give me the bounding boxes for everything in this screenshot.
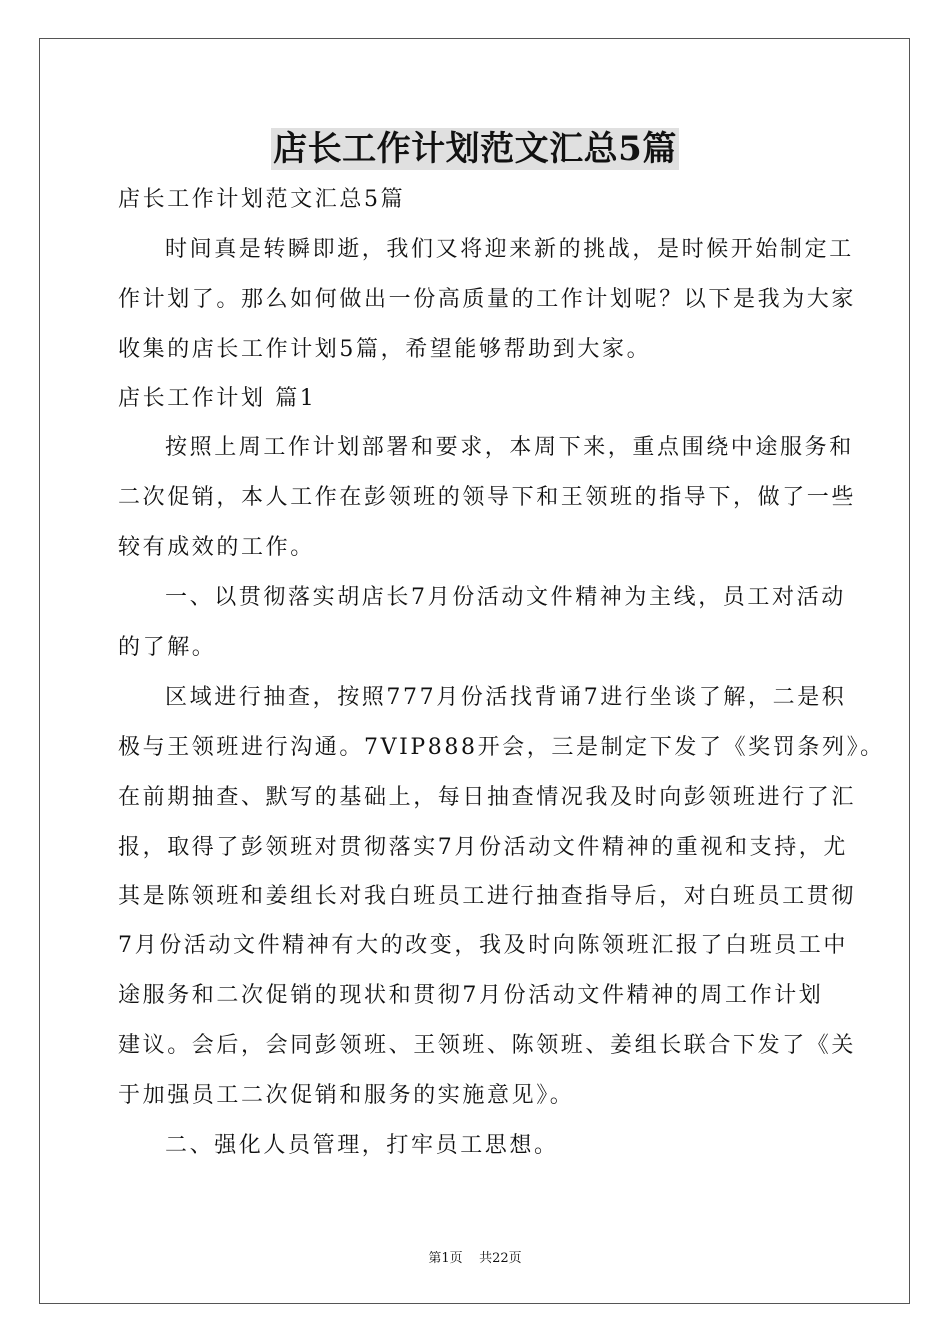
paragraph-line: 报，取得了彭领班对贯彻落实7月份活动文件精神的重视和支持，尤 <box>118 835 848 860</box>
paragraph-line: 作计划了。那么如何做出一份高质量的工作计划呢？以下是我为大家 <box>118 287 857 312</box>
paragraph-line: 时间真是转瞬即逝，我们又将迎来新的挑战，是时候开始制定工 <box>165 237 854 262</box>
paragraph-line: 较有成效的工作。 <box>118 535 315 560</box>
paragraph-line: 一、以贯彻落实胡店长7月份活动文件精神为主线，员工对活动 <box>165 585 846 610</box>
section-heading: 店长工作计划 篇1 <box>118 386 317 411</box>
paragraph-line: 极与王领班进行沟通。7VIP888开会，三是制定下发了《奖罚条列》。 <box>118 735 885 760</box>
title-container <box>0 128 950 170</box>
paragraph-line: 7月份活动文件精神有大的改变，我及时向陈领班汇报了白班员工中 <box>118 933 848 958</box>
paragraph-line: 在前期抽查、默写的基础上，每日抽查情况我及时向彭领班进行了汇 <box>118 785 857 810</box>
paragraph-line: 于加强员工二次促销和服务的实施意见》。 <box>118 1083 575 1108</box>
paragraph-line: 二、强化人员管理，打牢员工思想。 <box>165 1133 559 1158</box>
paragraph-line: 收集的店长工作计划5篇，希望能够帮助到大家。 <box>118 337 652 362</box>
paragraph-line: 途服务和二次促销的现状和贯彻7月份活动文件精神的周工作计划 <box>118 983 824 1008</box>
paragraph-line: 建议。会后，会同彭领班、王领班、陈领班、姜组长联合下发了《关 <box>118 1033 857 1058</box>
page-frame <box>39 38 910 1304</box>
document-title: 店长工作计划范文汇总5篇 <box>273 129 677 169</box>
page-footer <box>0 1247 950 1266</box>
paragraph-line: 区域进行抽查，按照777月份活找背诵7进行坐谈了解，二是积 <box>165 685 847 710</box>
page-number: 第1页 共22页 <box>428 1251 522 1266</box>
paragraph-line: 二次促销，本人工作在彭领班的领导下和王领班的指导下，做了一些 <box>118 485 857 510</box>
paragraph-line: 其是陈领班和姜组长对我白班员工进行抽查指导后，对白班员工贯彻 <box>118 884 857 909</box>
paragraph-line: 按照上周工作计划部署和要求，本周下来，重点围绕中途服务和 <box>165 435 854 460</box>
paragraph-line: 的了解。 <box>118 635 217 660</box>
subtitle-line: 店长工作计划范文汇总5篇 <box>118 187 406 212</box>
